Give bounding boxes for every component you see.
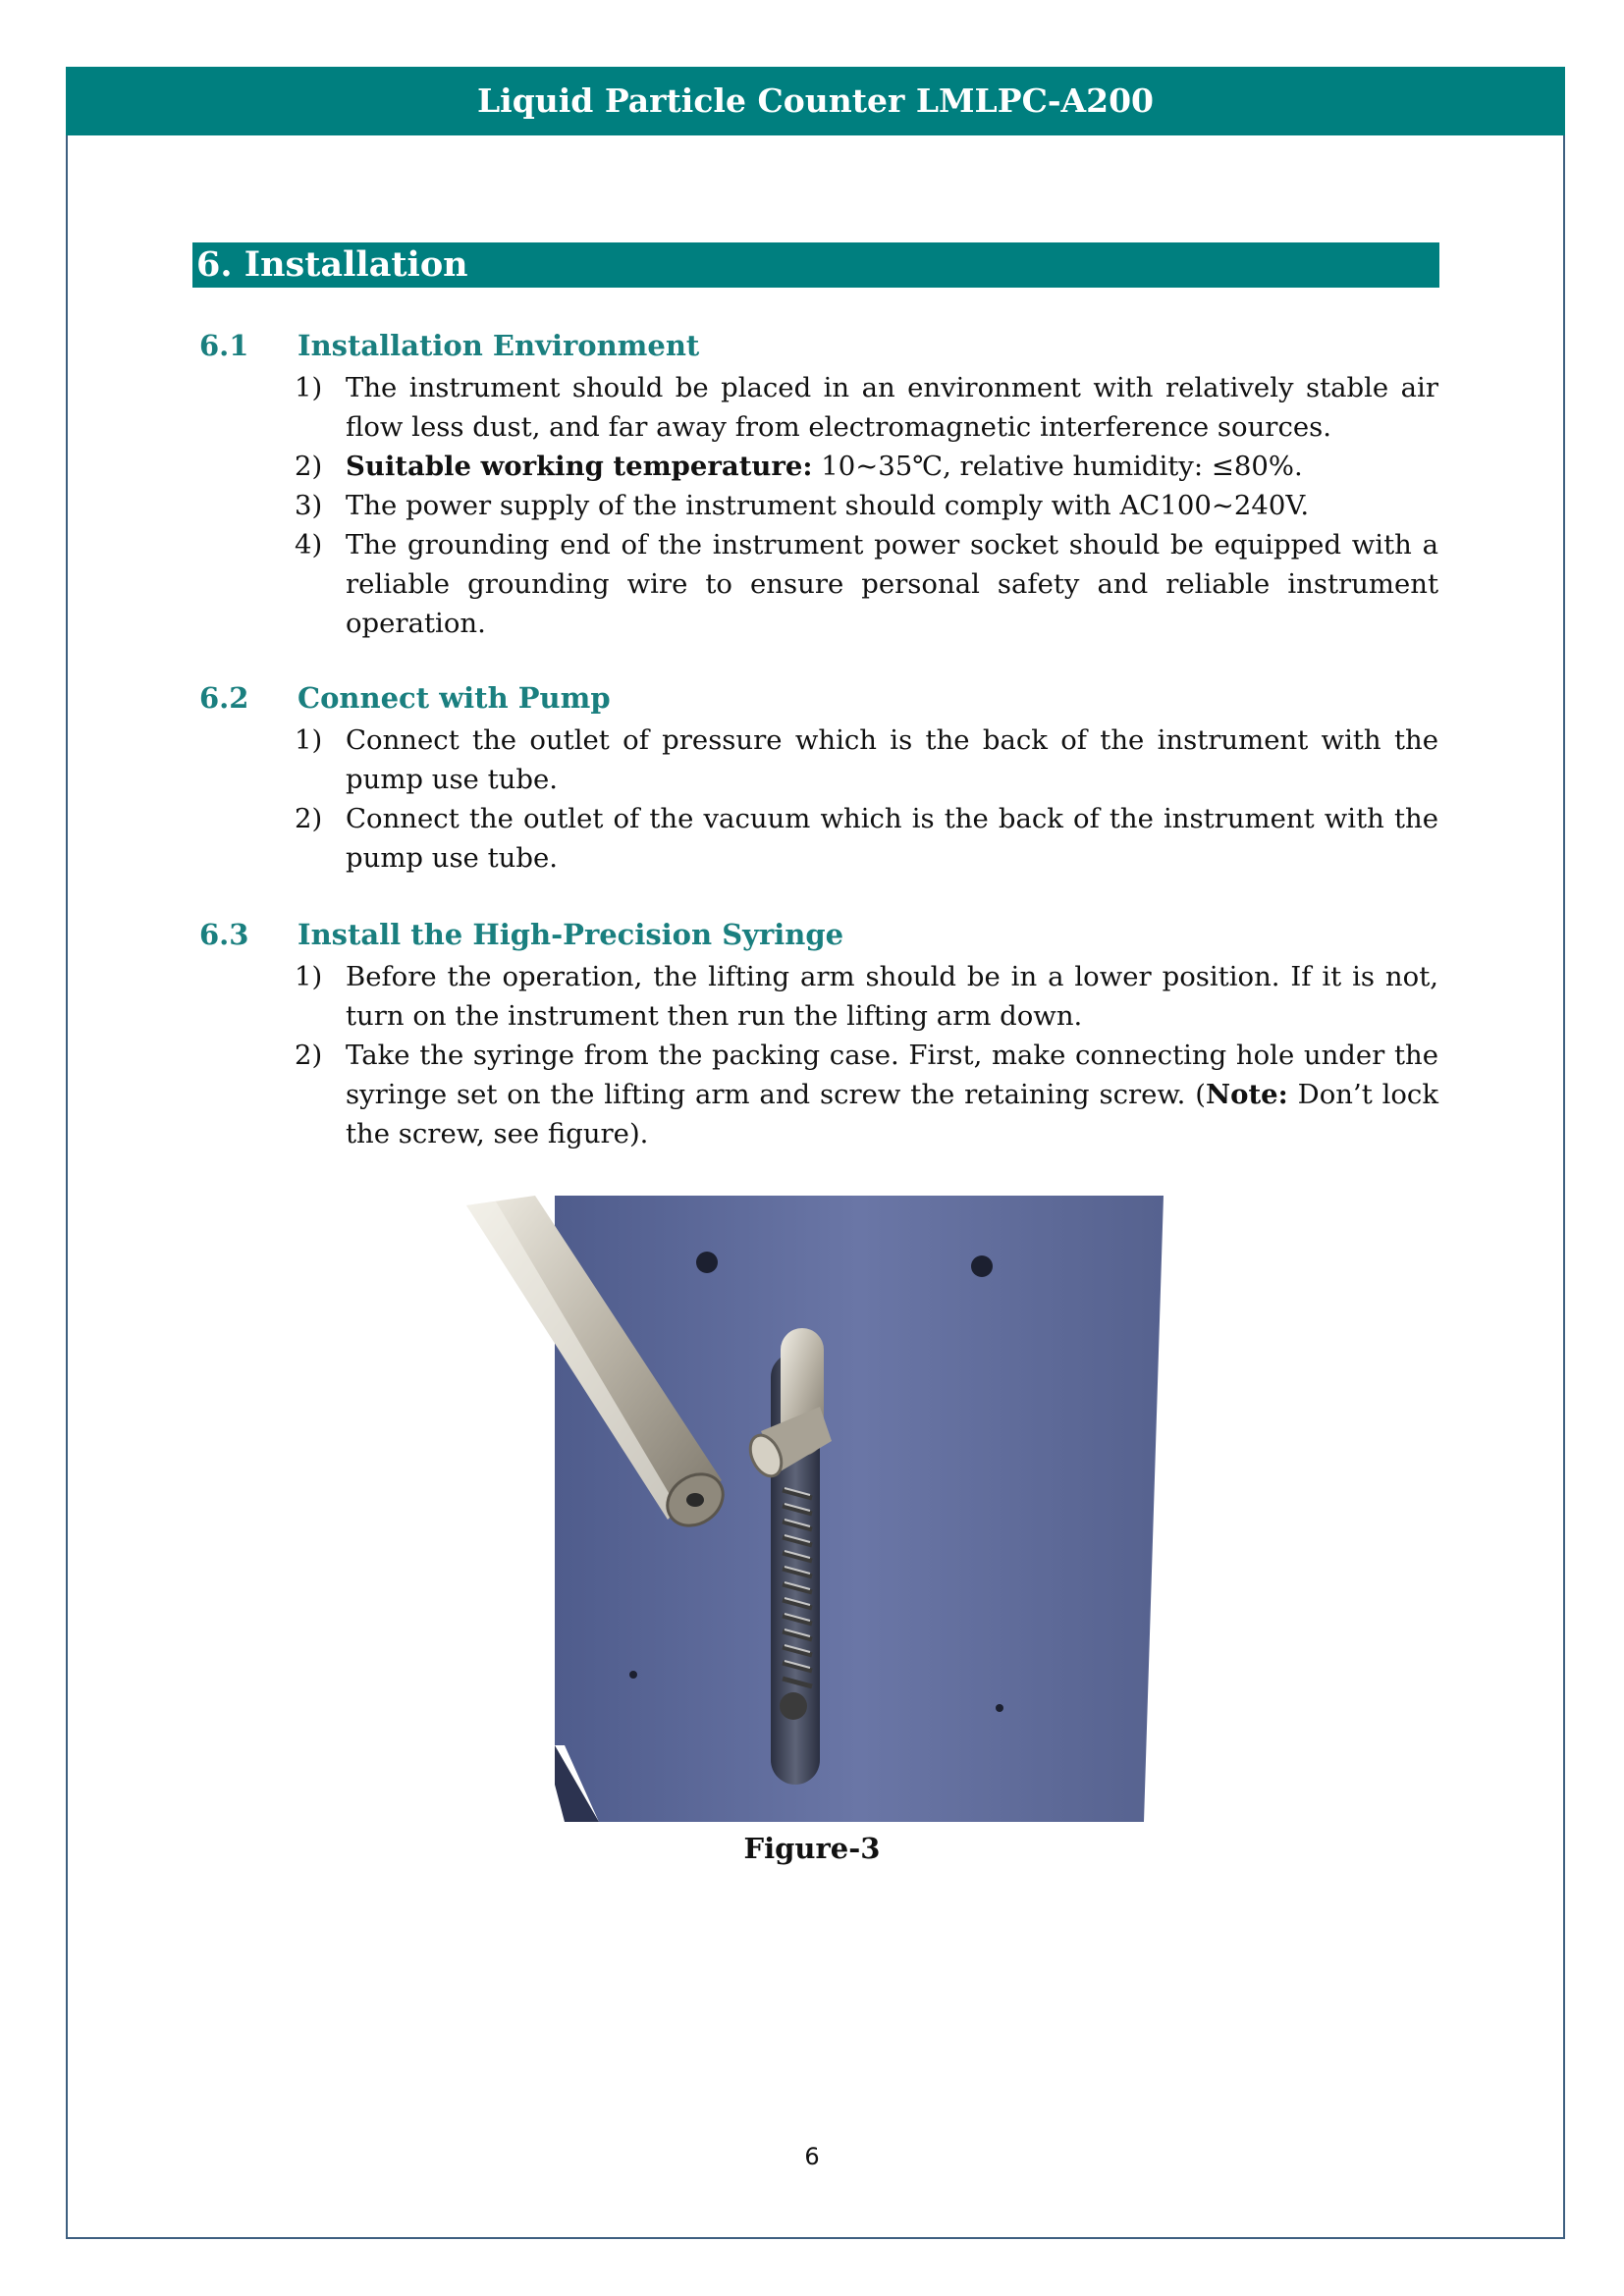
item-number: 2) xyxy=(295,451,323,482)
item-text: The instrument should be placed in an environment with relatively stable air flow less dust, and far away from electromagnetic interference sources. xyxy=(346,372,1438,443)
subsection-heading-6-1 xyxy=(199,329,699,362)
item-text: Connect the outlet of pressure which is the back of the instrument with the pump use tube. xyxy=(346,724,1438,795)
list-item xyxy=(295,1036,1438,1153)
document-header: Liquid Particle Counter LMLPC-A200 xyxy=(66,67,1565,135)
item-number: 4) xyxy=(295,529,323,561)
list-item xyxy=(295,368,1438,447)
list-item xyxy=(295,447,1438,486)
subsection-number: 6.3 xyxy=(199,918,249,951)
syringe-installation-photo xyxy=(466,1196,1164,1822)
subsection-number: 6.1 xyxy=(199,329,249,362)
item-number: 3) xyxy=(295,490,323,521)
item-text: The power supply of the instrument should comply with AC100~240V. xyxy=(346,490,1310,521)
section-title: Installation xyxy=(244,244,468,285)
item-text: The grounding end of the instrument power socket should be equipped with a reliable grounding wire to ensure personal safety and reliable instrument operation. xyxy=(346,529,1438,639)
figure-caption: Figure-3 xyxy=(743,1832,881,1865)
list-item xyxy=(295,486,1438,525)
subsection-title: Installation Environment xyxy=(298,329,700,362)
subsection-heading-6-3 xyxy=(199,918,843,951)
item-bold-label: Note: xyxy=(1205,1079,1288,1110)
list-item xyxy=(295,799,1438,878)
section-heading xyxy=(192,242,1439,288)
subsection-title: Install the High-Precision Syringe xyxy=(298,918,844,951)
subsection-number: 6.2 xyxy=(199,681,249,715)
item-text: Don’t lock the screw, see figure). xyxy=(346,1079,1438,1149)
list-item xyxy=(295,525,1438,643)
item-number: 1) xyxy=(295,372,323,403)
subsection-heading-6-2 xyxy=(199,681,611,715)
list-item xyxy=(295,957,1438,1036)
item-number: 1) xyxy=(295,724,323,756)
item-text: Before the operation, the lifting arm should be in a lower position. If it is not, turn on the instrument then run the lifting arm down. xyxy=(346,961,1438,1032)
list-item xyxy=(295,721,1438,799)
item-number: 2) xyxy=(295,1040,323,1071)
item-number: 1) xyxy=(295,961,323,992)
item-text: Take the syringe from the packing case. First, make connecting hole under the syringe set on the lifting arm and screw the retaining screw. ( xyxy=(346,1040,1438,1110)
item-text: Connect the outlet of the vacuum which is the back of the instrument with the pump use tube. xyxy=(346,803,1438,874)
page-number: 6 xyxy=(804,2143,820,2170)
item-number: 2) xyxy=(295,803,323,834)
item-text: 10~35℃, relative humidity: ≤80%. xyxy=(812,451,1303,482)
section-number: 6. xyxy=(196,244,233,285)
item-bold-label: Suitable working temperature: xyxy=(346,451,813,482)
subsection-title: Connect with Pump xyxy=(298,681,611,715)
